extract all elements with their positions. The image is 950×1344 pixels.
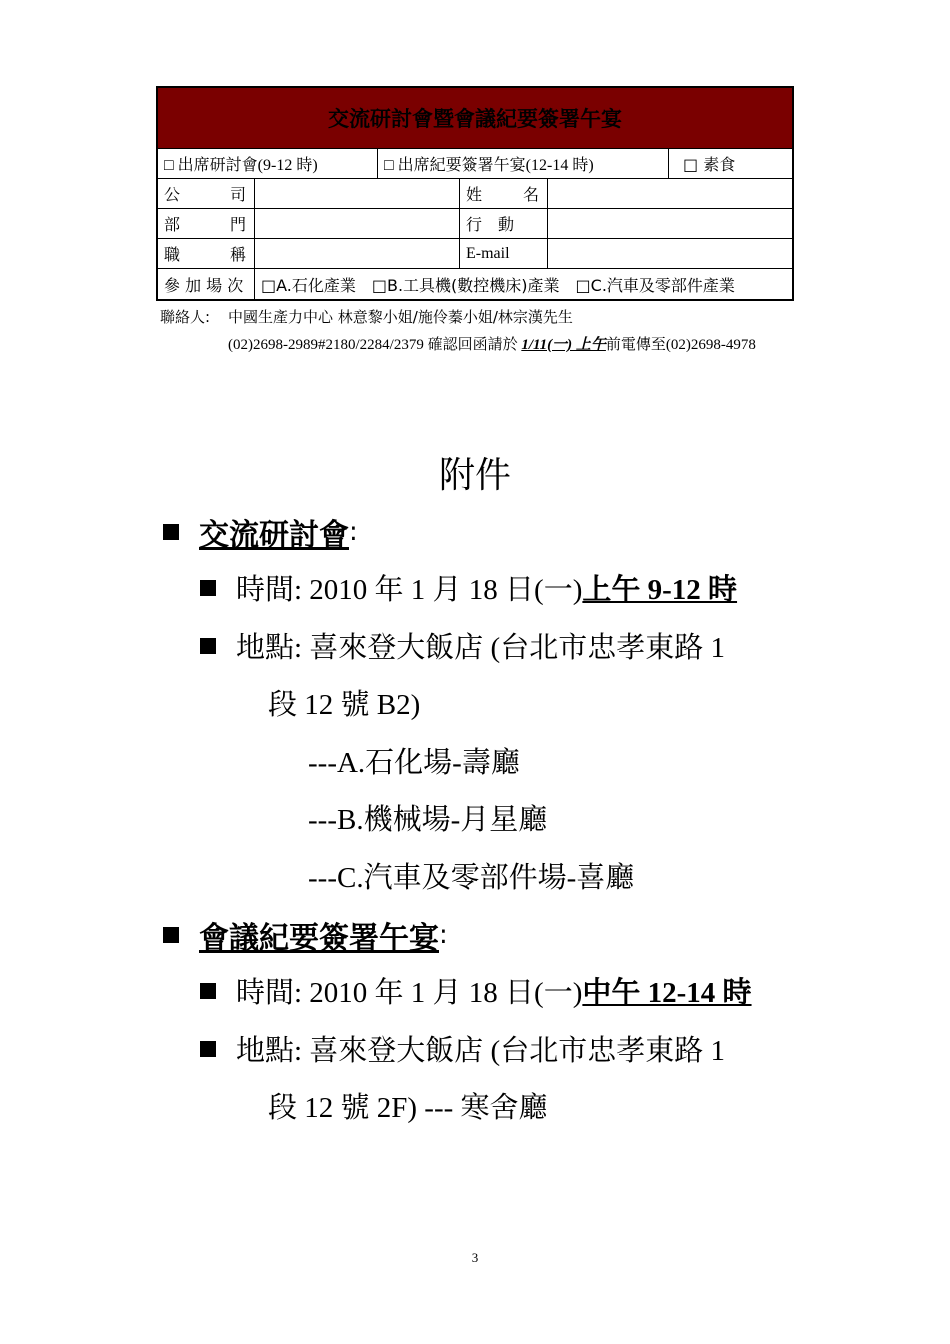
form-row-company (158, 179, 792, 209)
venue-b: ---B.機械場-月星廳 (308, 804, 548, 836)
venue-options[interactable]: □A.石化產業 □B.工具機(數控機床)產業 □C.汽車及零部件產業 (261, 275, 735, 295)
reply-deadline: 1/11(一) 上午 (521, 337, 606, 353)
luncheon-place: 地點: 喜來登大飯店 (台北市忠孝東路 1 (200, 1028, 725, 1069)
venue-c: ---C.汽車及零部件場-喜廳 (308, 862, 635, 894)
input-job-title[interactable] (255, 239, 460, 268)
attachment-title: 附件 (438, 455, 511, 496)
input-email[interactable] (548, 239, 792, 268)
seminar-heading: 交流研討會 (199, 518, 349, 553)
square-bullet-icon (200, 983, 216, 999)
input-name[interactable] (548, 179, 792, 208)
label-name: 姓 名 (460, 179, 548, 208)
page-number: 3 (471, 1250, 479, 1265)
contact-fax: 前電傳至(02)2698-4978 (605, 337, 756, 353)
square-bullet-icon (163, 927, 179, 943)
seminar-time: 時間: 2010 年 1 月 18 日(一) 上午 9-12 時 (200, 567, 737, 608)
label-company: 公 司 (158, 179, 255, 208)
seminar-time-emphasis: 上午 9-12 時 (582, 574, 738, 606)
luncheon-heading: 會議紀要簽署午宴 (199, 921, 439, 956)
form-row-title (158, 239, 792, 269)
input-department[interactable] (255, 209, 460, 238)
form-row-venue (158, 269, 792, 299)
label-action: 行 動 (460, 209, 548, 238)
seminar-place-cont: 段 12 號 B2) (268, 689, 421, 721)
option-vegetarian[interactable]: □ 素食 (683, 155, 736, 174)
form-title: 交流研討會暨會議紀要簽署午宴 (158, 88, 792, 149)
label-department: 部 門 (158, 209, 255, 238)
attendance-options-row (158, 149, 792, 179)
registration-form (156, 86, 794, 301)
input-company[interactable] (255, 179, 460, 208)
luncheon-heading-line: 會議紀要簽署午宴 : (163, 913, 448, 957)
option-seminar[interactable]: □ 出席研討會(9-12 時) (158, 149, 378, 178)
contact-people: 中國生產力中心 林意黎小姐/施伶蓁小姐/林宗漢先生 (228, 308, 573, 326)
luncheon-time-emphasis: 中午 12-14 時 (582, 977, 752, 1009)
square-bullet-icon (200, 1041, 216, 1057)
square-bullet-icon (200, 580, 216, 596)
label-job-title: 職 稱 (158, 239, 255, 268)
label-venue: 參 加 場 次 (158, 269, 255, 299)
square-bullet-icon (163, 524, 179, 540)
seminar-place: 地點: 喜來登大飯店 (台北市忠孝東路 1 (200, 625, 725, 666)
seminar-heading-line: 交流研討會 : (163, 510, 358, 554)
contact-label: 聯絡人: (160, 308, 211, 326)
luncheon-place-cont: 段 12 號 2F) --- 寒舍廳 (268, 1092, 548, 1124)
contact-info (160, 303, 808, 359)
option-luncheon[interactable]: □ 出席紀要簽署午宴(12-14 時) (378, 149, 669, 178)
form-row-department (158, 209, 792, 239)
square-bullet-icon (200, 638, 216, 654)
contact-phone: (02)2698-2989#2180/2284/2379 確認回函請於 (228, 337, 522, 353)
input-action[interactable] (548, 209, 792, 238)
contact-details (160, 331, 808, 359)
luncheon-time: 時間: 2010 年 1 月 18 日(一) 中午 12-14 時 (200, 970, 752, 1011)
label-email: E-mail (460, 239, 548, 268)
venue-a: ---A.石化場-壽廳 (308, 747, 520, 779)
